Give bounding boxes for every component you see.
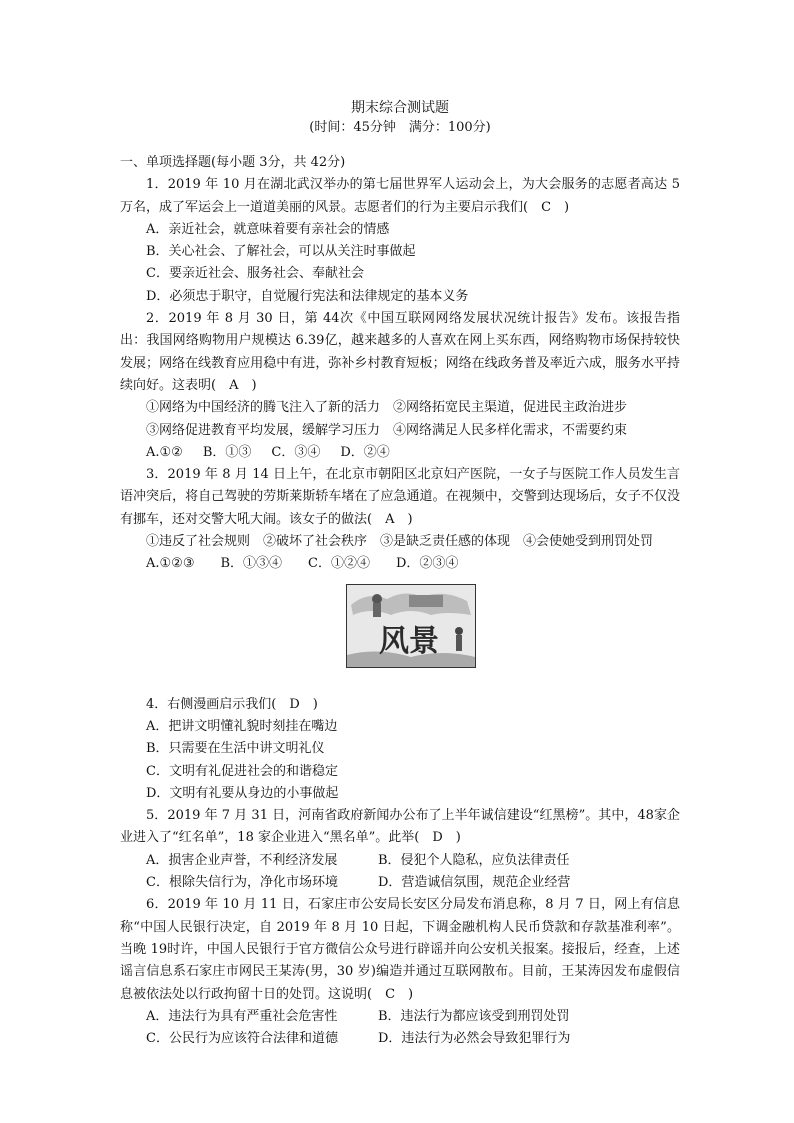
question-3-options — [120, 553, 680, 575]
question-5-options-row-2 — [120, 872, 680, 894]
question-2-option-c: C．③④ — [271, 444, 321, 460]
question-5-options-row-1 — [120, 850, 680, 872]
question-6-options-row-2 — [120, 1028, 680, 1050]
question-3-stem: 3．2019 年 8 月 14 日上午，在北京市朝阳区北京妇产医院，一女子与医院工作人员发生言语冲突后，将自己驾驶的劳斯莱斯轿车堵在了应急通道。在视频中，交警到达现场后，女子不仅没有挪车，还对交警大吼大闹。该女子的做法( A ) — [120, 467, 680, 527]
question-2-option-a: A.①② — [146, 444, 183, 460]
question-1-option-d: D．必须忠于职守，自觉履行宪法和法律规定的基本义务 — [146, 288, 469, 304]
question-4-option-a: A．把讲文明懂礼貌时刻挂在嘴边 — [146, 718, 338, 734]
question-2-options — [120, 442, 680, 464]
section-heading: 一、单项选择题(每小题 3分，共 42分) — [120, 155, 346, 170]
question-1-stem: 1．2019 年 10 月在湖北武汉举办的第七届世界军人运动会上，为大会服务的志愿者高达 5万名，成了军运会上一道道美丽的风景。志愿者们的行为主要启示我们( C ) — [120, 177, 680, 215]
question-5-stem: 5．2019 年 7 月 31 日，河南省政府新闻办公布了上半年诚信建设“红黑榜”。其中，48家企业进入了“红名单”，18 家企业进入“黑名单”。此举( D ) — [120, 808, 680, 846]
exam-subtitle: (时间：45分钟 满分：100分) — [309, 120, 491, 135]
question-2-stem: 2．2019 年 8 月 30 日，第 44次《中国互联网网络发展状况统计报告》发布。该报告指出：我国网络购物用户规模达 6.39亿，越来越多的人喜欢在网上买东西，网络购物市场保持较快发展；网络在线教育应用稳中有进，弥补乡村教育短板；网络在线政务普及率近六成，服务水平持续向好。这表明( A ) — [120, 311, 680, 393]
question-1-option-a: A．亲近社会，就意味着要有亲社会的情感 — [146, 221, 390, 237]
question-6-options-row-1 — [120, 1006, 680, 1028]
question-3-statements: ①违反了社会规则 ②破坏了社会秩序 ③是缺乏责任感的体现 ④会使她受到刑罚处罚 — [146, 534, 654, 550]
question-2-statements-1-2: ①网络为中国经济的腾飞注入了新的活力 ②网络拓宽民主渠道，促进民主政治进步 — [146, 400, 628, 416]
question-3-option-d: D．②③④ — [396, 556, 459, 572]
cartoon-image — [346, 584, 476, 668]
question-4-stem: 4．右侧漫画启示我们( D ) — [146, 696, 318, 712]
exam-content — [120, 99, 680, 1050]
question-6-option-b: B．违法行为都应该受到刑罚处罚 — [378, 1008, 570, 1024]
question-2-option-d: D．②④ — [340, 444, 390, 460]
question-6-option-d: D．违法行为必然会导致犯罪行为 — [378, 1031, 571, 1047]
question-4-option-d: D．文明有礼要从身边的小事做起 — [146, 785, 339, 801]
cartoon-area — [120, 576, 680, 694]
question-1-option-c: C．要亲近社会、服务社会、奉献社会 — [146, 266, 364, 282]
question-6-option-c: C．公民行为应该符合法律和道德 — [146, 1031, 338, 1047]
question-1-option-b: B．关心社会、了解社会，可以从关注时事做起 — [146, 244, 416, 260]
cartoon-illustration — [347, 585, 475, 667]
question-5-option-b: B．侵犯个人隐私，应负法律责任 — [378, 852, 570, 868]
question-6-option-a: A．违法行为具有严重社会危害性 — [146, 1008, 338, 1024]
question-5-option-c: C．根除失信行为，净化市场环境 — [146, 875, 338, 891]
cartoon-caption: 风景 — [379, 623, 439, 659]
question-4-option-b: B．只需要在生活中讲文明礼仪 — [146, 741, 325, 757]
question-6-stem: 6．2019 年 10 月 11 日，石家庄市公安局长安区分局发布消息称，8 月 7 日，网上有信息称“中国人民银行决定，自 2019 年 8 月 10 日起，下调金融机构人民币贷款和存款基准利率”。当晚 19时许，中国人民银行于官方微信公众号进行辟谣并向公安机关报案。接报后，经查，上述谣言信息系石家庄市网民王某涛(男，30 岁)编造并通过互联网散布。目前，王某涛因发布虚假信息被依法处以行政拘留十日的处罚。这说明( C ) — [120, 897, 680, 1002]
question-3-option-b: B．①③④ — [220, 556, 283, 572]
question-4-option-c: C．文明有礼促进社会的和谐稳定 — [146, 763, 338, 779]
question-2-option-b: B．①③ — [202, 444, 252, 460]
question-2-statements-3-4: ③网络促进教育平均发展，缓解学习压力 ④网络满足人民多样化需求，不需要约束 — [146, 422, 628, 438]
question-5-option-d: D．营造诚信氛围，规范企业经营 — [378, 875, 571, 891]
question-5-option-a: A．损害企业声誉，不利经济发展 — [146, 852, 338, 868]
exam-title: 期末综合测试题 — [351, 100, 449, 116]
question-3-option-c: C．①②④ — [308, 556, 370, 572]
question-3-option-a: A.①②③ — [146, 556, 195, 572]
